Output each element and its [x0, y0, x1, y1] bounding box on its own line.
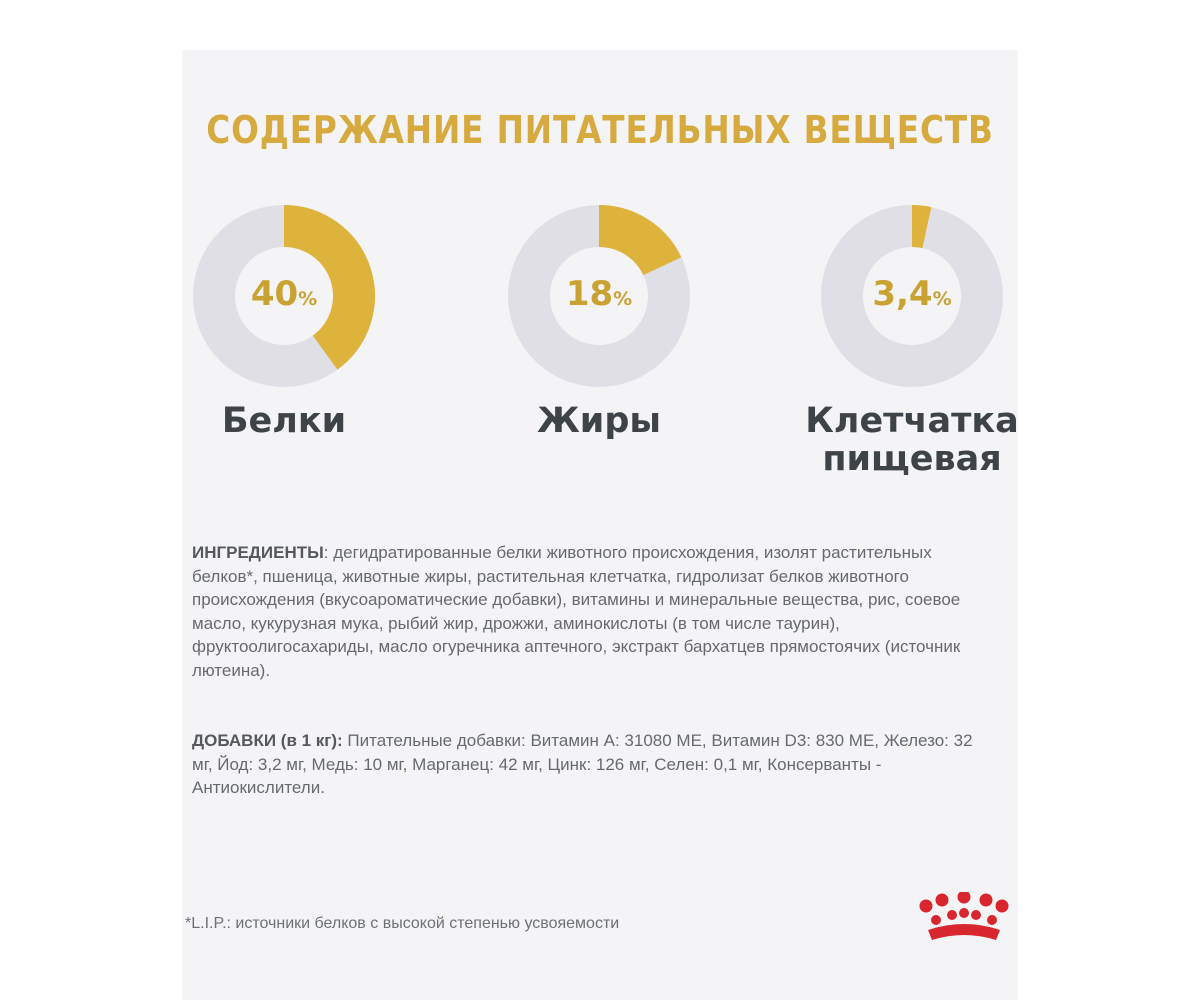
- page-title: СОДЕРЖАНИЕ ПИТАТЕЛЬНЫХ ВЕЩЕСТВ: [206, 108, 994, 152]
- nutrition-card: [182, 50, 1018, 1000]
- donut-chart-fat: [507, 204, 691, 388]
- additives-heading: ДОБАВКИ (в 1 кг):: [192, 731, 343, 750]
- donut-chart-protein: [192, 204, 376, 388]
- ring-arc: [912, 226, 927, 228]
- nutrient-value: 40%: [250, 274, 318, 314]
- donut-chart-fiber: [820, 204, 1004, 388]
- ingredients-heading: ИНГРЕДИЕНТЫ: [192, 543, 324, 562]
- nutrient-label-line: Клетчатка: [805, 401, 1019, 441]
- nutrient-label-fiber: [802, 402, 1022, 478]
- nutrient-value: 18%: [565, 274, 633, 314]
- nutrient-value: 3,4%: [872, 274, 952, 314]
- additives-text: Питательные добавки: Витамин А: 31080 МЕ, Витамин D3: 830 МЕ, Железо: 32 мг, Йод: 3,2 мг, Медь: 10 мг, Марганец: 42 мг, Цинк: 126 мг, Селен: 0,1 мг, Консерванты - Антиокислители.: [192, 731, 973, 797]
- footnote: *L.I.P.: источники белков с высокой степенью усвояемости: [185, 915, 620, 932]
- additives-paragraph: [192, 729, 992, 800]
- nutrient-label-line: Жиры: [536, 401, 662, 441]
- ingredients-text: : дегидратированные белки животного происхождения, изолят растительных белков*, пшеница, животные жиры, растительная клетчатка, гидролизат белков животного происхождения (вкусоароматические добавки), витамины и минеральные вещества, рис, соевое масло, кукурузная мука, рыбий жир, дрожжи, аминокислоты (в том числе таурин), фруктоолигосахариды, масло огуречника аптечного, экстракт бархатцев прямостоячих (источник лютеина).: [192, 543, 961, 680]
- nutrient-label-protein: [192, 402, 376, 440]
- nutrient-label-line: пищевая: [822, 439, 1002, 479]
- ingredients-paragraph: [192, 541, 992, 682]
- ring-arc: [599, 226, 662, 266]
- nutrient-label-line: Белки: [221, 401, 347, 441]
- nutrient-label-fat: [507, 402, 691, 440]
- royal-canin-crown-icon: [916, 892, 1012, 948]
